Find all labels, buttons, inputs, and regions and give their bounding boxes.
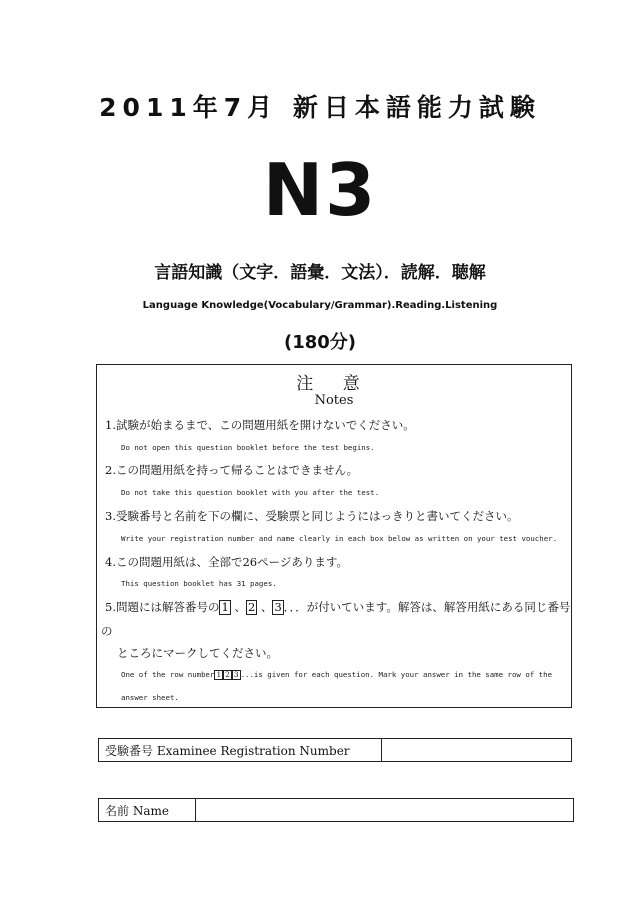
note-5-suffix: ．．．が付いています。解答は、解答用紙にある同じ番号 [283, 600, 571, 614]
note-5-en-line2: answer sheet. [121, 693, 179, 702]
note-3-jp: 3.受験番号と名前を下の欄に、受験票と同じようにはっきりと書いてください。 [105, 509, 519, 523]
answer-number-box-en-3: 3 [233, 670, 239, 679]
answer-number-box-en-2: 2 [225, 670, 230, 679]
name-input[interactable] [197, 799, 573, 821]
registration-number-field [98, 738, 572, 762]
note-5-sep2: 、 [260, 600, 273, 614]
exam-duration: (180分) [283, 332, 357, 353]
note-2-en: Do not take this question booklet with you after the test. [121, 488, 380, 497]
answer-number-box-2: 2 [247, 600, 256, 614]
exam-level: N3 [262, 148, 378, 232]
note-5-sep1: 、 [234, 600, 246, 614]
note-2-jp: 2.この問題用紙を持って帰ることはできません。 [105, 463, 359, 477]
exam-title: 2011年7月 新日本語能力試験 [99, 93, 541, 122]
name-label: 名前 Name [105, 804, 169, 818]
note-1-jp: 1.試験が始まるまで、この問題用紙を開けないでください。 [105, 418, 415, 432]
note-5-prefix: 5.問題には解答番号の [105, 600, 220, 614]
note-5-jp [105, 599, 570, 615]
note-4-jp: 4.この問題用紙は、全部で26ページあります。 [105, 555, 348, 569]
exam-subject-jp: 言語知識（文字．語彙．文法）．読解．聴解 [154, 263, 486, 283]
note-1-en: Do not open this question booklet before the test begins. [121, 443, 375, 452]
notes-box [96, 364, 572, 708]
note-5-en [121, 670, 552, 680]
note-5-line2: ところにマークしてください。 [117, 646, 278, 660]
notes-subtitle: Notes [314, 393, 354, 408]
note-5-en-prefix: One of the row number [121, 670, 215, 679]
answer-number-box-en-1: 1 [216, 670, 222, 679]
name-field [98, 798, 574, 822]
registration-number-divider [381, 739, 382, 761]
registration-number-input[interactable] [383, 739, 571, 761]
note-4-en: This question booklet has 31 pages. [121, 579, 277, 588]
note-5-wrap: の [101, 624, 113, 638]
exam-subject-en: Language Knowledge(Vocabulary/Grammar).Reading.Listening [142, 300, 498, 311]
note-5-en-suffix: ...is given for each question. Mark your answer in the same row of the [240, 670, 553, 679]
answer-number-box-1: 1 [221, 600, 229, 614]
note-3-en: Write your registration number and name clearly in each box below as written on your test voucher. [121, 534, 558, 543]
answer-number-box-3: 3 [274, 600, 282, 614]
name-divider [195, 799, 196, 821]
notes-title: 注 意 [296, 374, 372, 394]
registration-number-label: 受験番号 Examinee Registration Number [105, 744, 350, 758]
